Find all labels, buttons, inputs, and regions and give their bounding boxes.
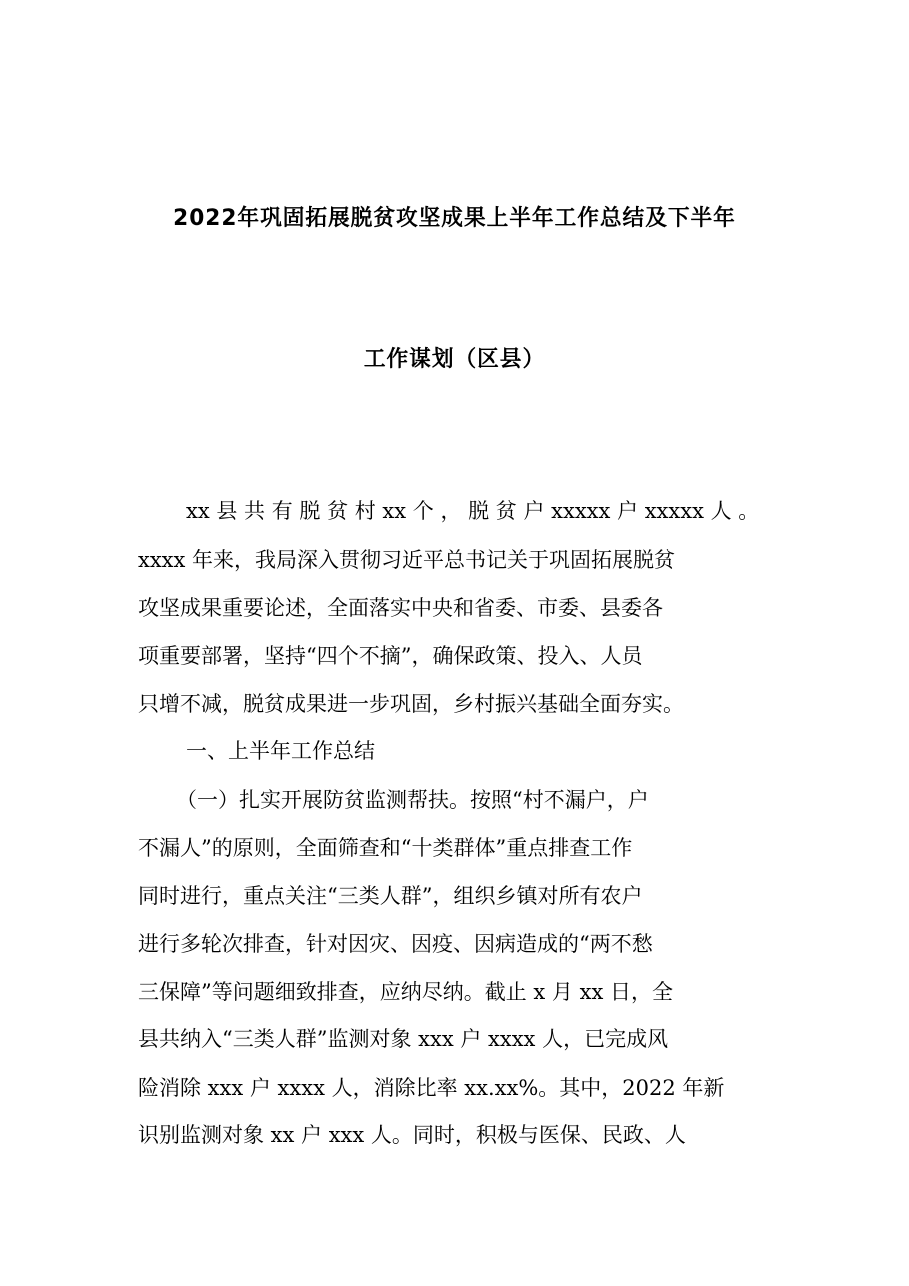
body-line-12: 县共纳入“三类人群”监测对象 xxx 户 xxxx 人，已完成风 <box>138 1027 669 1051</box>
body-line-13: 险消除 xxx 户 xxxx 人，消除比率 xx.xx%。其中，2022 年新 <box>138 1076 725 1100</box>
body-line-9: 同时进行，重点关注“三类人群”，组织乡镇对所有农户 <box>138 884 643 908</box>
document-title-line-1: 2022年巩固拓展脱贫攻坚成果上半年工作总结及下半年 <box>173 206 736 231</box>
body-line-2: xxxx 年来，我局深入贯彻习近平总书记关于巩固拓展脱贫 <box>138 548 676 572</box>
section-heading-1: 一、上半年工作总结 <box>186 739 375 763</box>
body-line-7: （一）扎实开展防贫监测帮扶。按照“村不漏户，户 <box>176 788 649 812</box>
body-line-4: 项重要部署，坚持“四个不摘”，确保政策、投入、人员 <box>138 644 643 668</box>
body-line-3: 攻坚成果重要论述，全面落实中央和省委、市委、县委各 <box>138 596 663 620</box>
body-line-11: 三保障”等问题细致排查，应纳尽纳。截止 x 月 xx 日，全 <box>138 980 673 1004</box>
body-line-14: 识别监测对象 xx 户 xxx 人。同时，积极与医保、民政、人 <box>138 1123 686 1147</box>
body-line-8: 不漏人”的原则，全面筛查和“十类群体”重点排查工作 <box>138 836 633 860</box>
document-title-line-2: 工作谋划（区县） <box>363 347 546 372</box>
body-line-5: 只增不减，脱贫成果进一步巩固，乡村振兴基础全面夯实。 <box>138 692 684 716</box>
body-line-1: xx 县 共 有 脱 贫 村 xx 个 ， 脱 贫 户 xxxxx 户 xxxxx 人 。 <box>186 499 760 523</box>
body-line-10: 进行多轮次排查，针对因灾、因疫、因病造成的“两不愁 <box>138 932 653 956</box>
